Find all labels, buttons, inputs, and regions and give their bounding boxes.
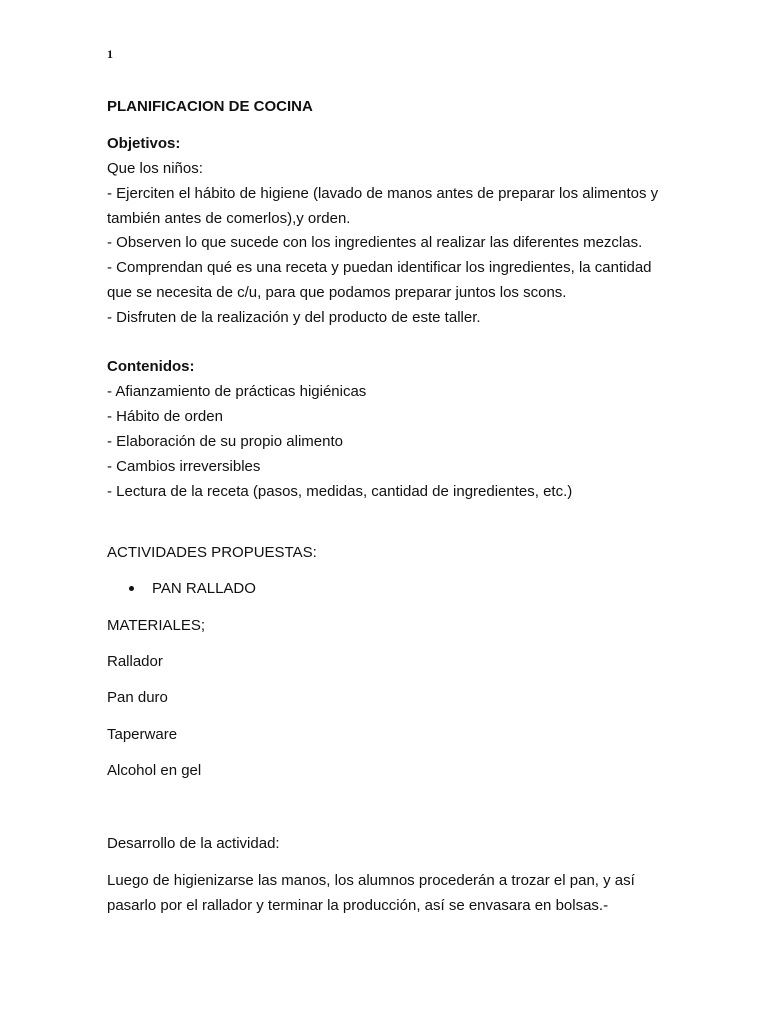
objetivos-line: - Ejerciten el hábito de higiene (lavado de manos antes de preparar los alimentos y (107, 185, 659, 202)
contenidos-line: - Afianzamiento de prácticas higiénicas (107, 383, 367, 400)
document-title: PLANIFICACION DE COCINA (107, 98, 313, 115)
desarrollo-heading: Desarrollo de la actividad: (107, 835, 280, 852)
bullet-icon (129, 586, 134, 591)
page-number: 1 (107, 47, 113, 61)
actividad-item: PAN RALLADO (152, 580, 256, 597)
objetivos-line: - Disfruten de la realización y del producto de este taller. (107, 309, 481, 326)
material-item: Taperware (107, 726, 178, 743)
contenidos-line: - Lectura de la receta (pasos, medidas, cantidad de ingredientes, etc.) (107, 483, 573, 500)
objetivos-line: - Observen lo que sucede con los ingredientes al realizar las diferentes mezclas. (107, 234, 643, 251)
material-item: Pan duro (107, 689, 168, 706)
contenidos-line: - Cambios irreversibles (107, 458, 261, 475)
objetivos-heading: Objetivos: (107, 135, 181, 152)
materiales-heading: MATERIALES; (107, 617, 206, 634)
material-item: Rallador (107, 653, 163, 670)
contenidos-line: - Elaboración de su propio alimento (107, 433, 343, 450)
objetivos-line: Que los niños: (107, 160, 203, 177)
actividades-heading: ACTIVIDADES PROPUESTAS: (107, 544, 317, 561)
objetivos-line: también antes de comerlos),y orden. (107, 210, 351, 227)
objetivos-line: - Comprendan qué es una receta y puedan identificar los ingredientes, la cantidad (107, 259, 652, 276)
desarrollo-line: pasarlo por el rallador y terminar la producción, así se envasara en bolsas.- (107, 897, 609, 914)
material-item: Alcohol en gel (107, 762, 202, 779)
desarrollo-line: Luego de higienizarse las manos, los alumnos procederán a trozar el pan, y así (107, 872, 635, 889)
objetivos-line: que se necesita de c/u, para que podamos preparar juntos los scons. (107, 284, 567, 301)
contenidos-line: - Hábito de orden (107, 408, 223, 425)
contenidos-heading: Contenidos: (107, 358, 195, 375)
